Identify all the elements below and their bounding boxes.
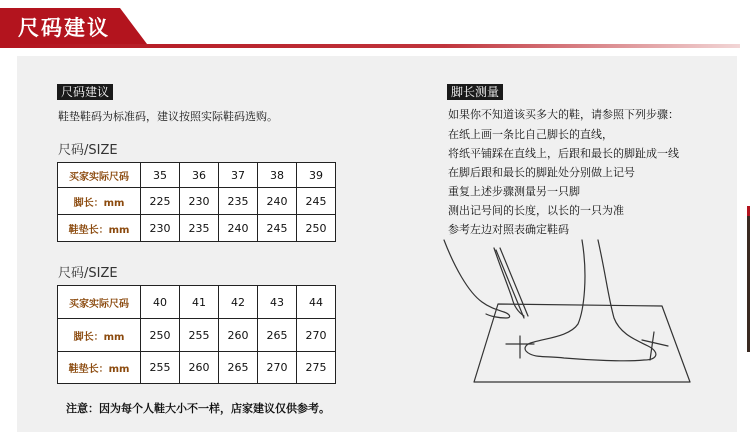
table-row [58,215,336,242]
size-table-1-label: 尺码/SIZE [58,143,118,158]
table-row [58,163,336,188]
size-table-2-label: 尺码/SIZE [58,266,118,281]
measure-step-line: 在纸上画一条比自己脚长的直线， [448,128,613,141]
table-cell: 255 [180,319,219,352]
table-cell: 43 [258,286,297,319]
size-advice-heading: 尺码建议 [57,84,113,100]
row-header: 买家实际尺码 [58,286,141,319]
table-cell: 250 [141,319,180,352]
size-note: 注意：因为每个人鞋大小不一样，店家建议仅供参考。 [66,402,330,415]
table-row [58,188,336,215]
table-cell: 275 [297,352,336,384]
row-header: 脚长：mm [58,319,141,352]
table-cell: 44 [297,286,336,319]
table-cell: 42 [219,286,258,319]
measure-step-line: 重复上述步骤测量另一只脚 [448,185,580,198]
row-header: 鞋垫长：mm [58,215,141,242]
foot-outline [525,240,656,361]
foot-measure-heading: 脚长测量 [447,84,503,100]
measure-step-line: 将纸平铺踩在直线上，后跟和最长的脚趾成一线 [448,147,679,160]
measure-step-line: 参考左边对照表确定鞋码 [448,223,569,236]
table-cell: 35 [141,163,180,188]
table-row [58,286,336,319]
table-row [58,352,336,384]
table-cell: 250 [297,215,336,242]
row-header: 脚长：mm [58,188,141,215]
table-cell: 40 [141,286,180,319]
table-cell: 230 [141,215,180,242]
table-cell: 260 [219,319,258,352]
measure-step-line: 在脚后跟和最长的脚趾处分别做上记号 [448,166,635,179]
size-table-1 [57,162,336,242]
table-cell: 265 [258,319,297,352]
table-cell: 39 [297,163,336,188]
measure-step-line: 如果你不知道该买多大的鞋，请参照下列步骤： [448,108,679,121]
table-cell: 230 [180,188,219,215]
row-header: 买家实际尺码 [58,163,141,188]
table-cell: 270 [297,319,336,352]
table-cell: 37 [219,163,258,188]
table-cell: 240 [219,215,258,242]
foot-measure-illustration [438,236,700,386]
pencil-edge [500,248,528,316]
table-row [58,319,336,352]
table-cell: 41 [180,286,219,319]
header-band [0,0,750,48]
header-divider [0,44,740,48]
table-cell: 240 [258,188,297,215]
measure-step-line: 测出记号间的长度，以长的一只为准 [448,204,624,217]
table-cell: 270 [258,352,297,384]
table-cell: 245 [297,188,336,215]
size-advice-intro: 鞋垫鞋码为标准码，建议按照实际鞋码选购。 [58,110,278,123]
table-cell: 225 [141,188,180,215]
table-cell: 38 [258,163,297,188]
heel-mark [506,336,534,358]
table-cell: 260 [180,352,219,384]
hand-outline [444,240,510,318]
table-cell: 255 [141,352,180,384]
row-header: 鞋垫长：mm [58,352,141,384]
table-cell: 235 [219,188,258,215]
pencil [496,250,524,318]
table-cell: 235 [180,215,219,242]
table-cell: 36 [180,163,219,188]
table-cell: 265 [219,352,258,384]
size-table-2 [57,285,336,384]
page-title: 尺码建议 [18,16,110,40]
table-cell: 245 [258,215,297,242]
